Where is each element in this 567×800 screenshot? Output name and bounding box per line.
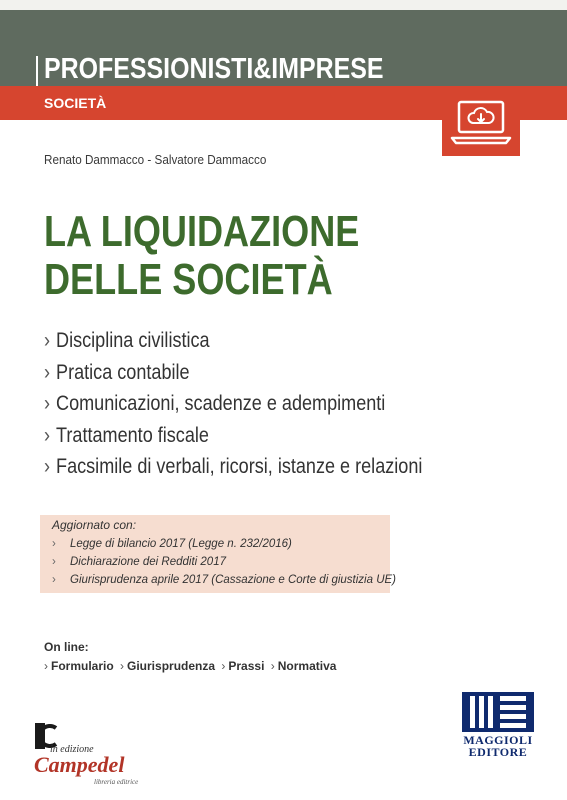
category-label: SOCIETÀ [44,95,107,111]
online-item: Formulario [51,659,114,673]
ebook-badge [442,88,520,156]
partner-name: Campedel [34,752,125,777]
update-label: Dichiarazione dei Redditi 2017 [70,556,226,568]
chevron-right-icon: › [120,659,125,673]
topic-label: Trattamento fiscale [56,423,209,447]
online-item: Giurisprudenza [127,659,216,673]
topic-item [44,454,422,486]
book-title [44,208,359,304]
publisher-logo [460,690,536,758]
online-heading: On line: [44,640,89,654]
top-edge [0,0,567,10]
chevron-right-icon: › [44,392,51,415]
chevron-right-icon: › [52,556,56,568]
partner-edition-label: in edizione [50,744,94,755]
update-item [52,554,396,572]
partner-logo [34,722,154,790]
chevron-right-icon: › [44,423,51,447]
topic-item [44,328,422,360]
update-box [40,515,396,593]
update-item [52,536,396,554]
partner-tagline: libreria editrice [94,778,139,786]
maggioli-logo-icon [460,690,536,734]
update-label: Legge di bilancio 2017 (Legge n. 232/2016) [70,538,292,550]
update-list [52,536,396,590]
cloud-download-laptop-icon [442,88,520,156]
topic-item [44,360,422,392]
chevron-right-icon: › [52,574,56,586]
authors: Renato Dammacco - Salvatore Dammacco [44,152,267,167]
chevron-right-icon: › [44,360,51,384]
topic-item [44,423,422,455]
chevron-right-icon: › [44,329,51,352]
chevron-right-icon: › [221,659,226,673]
book-title-line-2: DELLE SOCIETÀ [44,255,333,304]
book-title-line-1: LA LIQUIDAZIONE [44,207,360,256]
series-title: PROFESSIONISTI&IMPRESE [44,53,384,85]
chevron-right-icon: › [44,659,48,673]
online-item: Prassi [228,659,265,673]
topic-label: Pratica contabile [56,360,190,384]
online-item: Normativa [277,659,337,673]
update-label: Giurisprudenza aprile 2017 (Cassazione e Corte di giustizia UE) [70,574,396,586]
topic-label: Comunicazioni, scadenze e adempimenti [56,392,386,415]
publisher-name-line-2: EDITORE [468,745,528,759]
topic-list [44,328,484,486]
online-services [44,659,336,673]
topic-label: Facsimile di verbali, ricorsi, istanze e relazioni [56,455,423,478]
topic-label: Disciplina civilistica [56,329,210,352]
update-item [52,572,396,590]
topic-item [44,391,422,423]
chevron-right-icon: › [270,659,275,673]
publisher-name-line-1: MAGGIOLI [463,733,533,747]
chevron-right-icon: › [44,455,51,478]
chevron-right-icon: › [52,538,56,550]
update-heading: Aggiornato con: [52,518,137,532]
